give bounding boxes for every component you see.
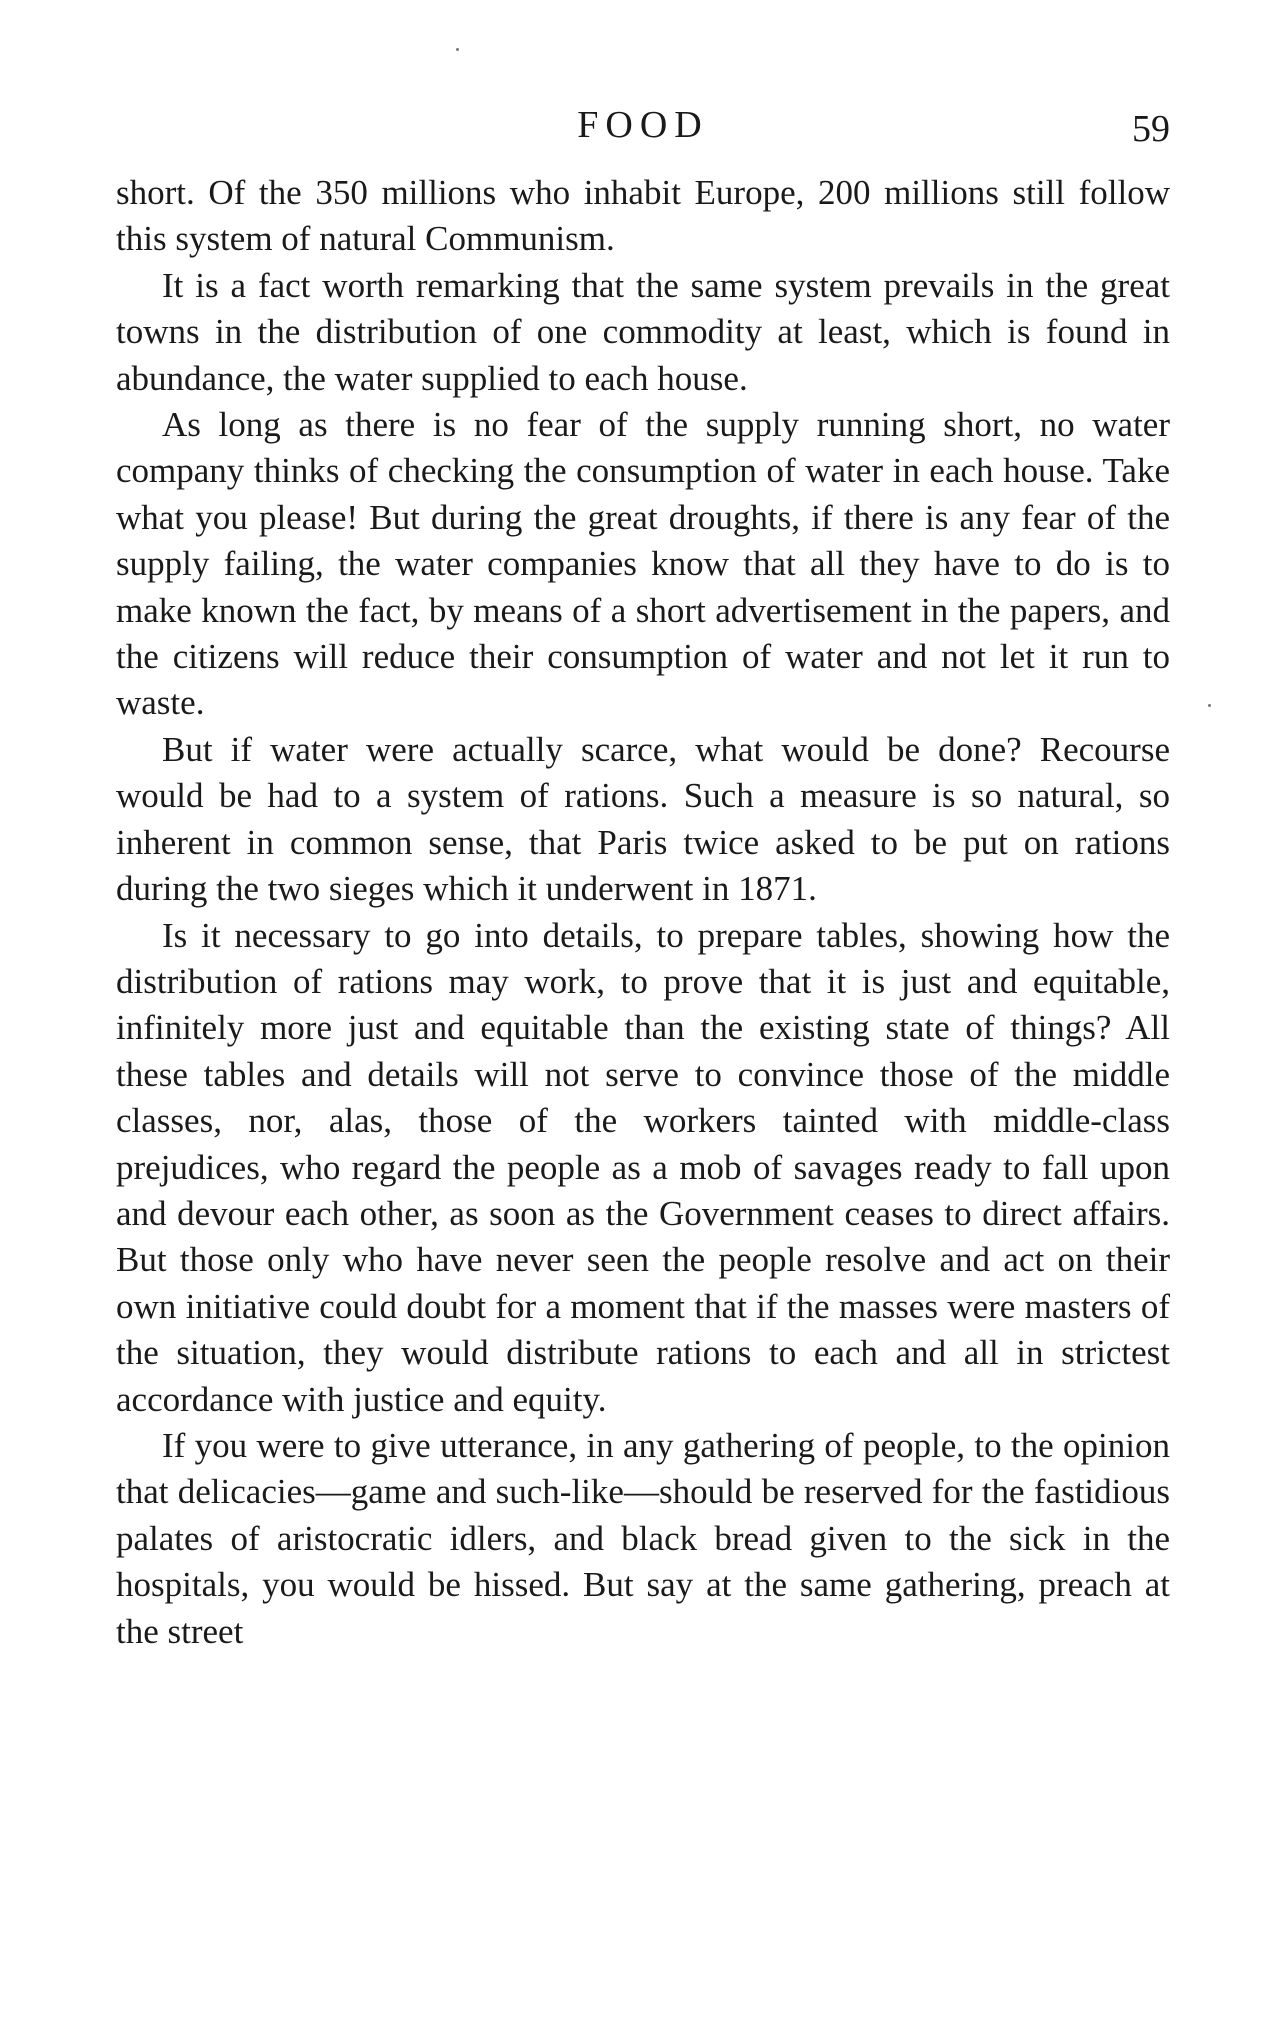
stray-mark [456,48,459,51]
paragraph: If you were to give utterance, in any gathering of people, to the opinion that delicacies—game and such-like—should be reserved for the fastidious palates of aristocratic idlers, and black bread given to the sick in the hospitals, you would be hissed. But say at the same gathering, preach at the street [116,1425,1170,1651]
paragraph: Is it necessary to go into details, to prepare tables, showing how the distribution of rations may work, to prove that it is just and equitable, infinitely more just and equitable than the existing state of things? All these tables and details will not serve to convince those of the middle classes, nor, alas, those of the workers tainted with middle-class prejudices, who regard the people as a mob of savages ready to fall upon and devour each other, as soon as the Government ceases to direct affairs. But those only who have never seen the people resolve and act on their own initiative could doubt for a moment that if the masses were masters of the situation, they would distribute rations to each and all in strictest accordance with justice and equity. [116,915,1170,1419]
running-title: FOOD [577,104,709,146]
paragraph: short. Of the 350 millions who inhabit Europe, 200 millions still follow this system of natural Communism. [116,173,1170,259]
paragraph: It is a fact worth remarking that the same system prevails in the great towns in the distribution of one commodity at least, which is found in abundance, the water supplied to each house. [116,265,1170,398]
stray-mark [1208,704,1211,707]
paragraph: But if water were actually scarce, what would be done? Recourse would be had to a system of rations. Such a measure is so natural, so inherent in common sense, that Paris twice asked to be put on rations during the two sieges which it underwent in 1871. [116,729,1170,909]
body-text [116,170,1170,1655]
page-number: 59 [1132,108,1170,150]
page-header [116,100,1170,150]
paragraph: As long as there is no fear of the supply running short, no water company thinks of checking the consumption of water in each house. Take what you please! But during the great droughts, if there is any fear of the supply failing, the water companies know that all they have to do is to make known the fact, by means of a short advertisement in the papers, and the citizens will reduce their consumption of water and not let it run to waste. [116,405,1170,723]
